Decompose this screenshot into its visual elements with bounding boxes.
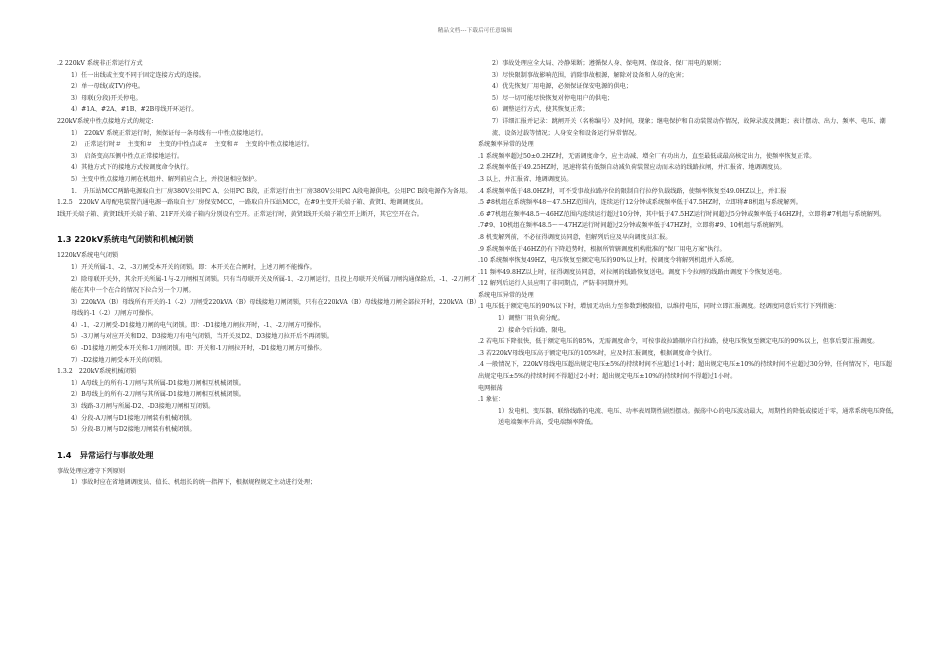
text-line: 2）接命令后拉路、限电。 xyxy=(498,326,570,334)
text-line: 4）-1、-2刀闸受-D1接地刀闸的电气闭锁。即：-D1接地刀闸拉开时，-1、-2刀闸方可操作。 xyxy=(71,321,326,329)
text-line: 2）事故处理应全大局、冷静果断；遵循保人身、保电网、保设备、保厂用电的原则； xyxy=(492,60,725,67)
text-line: .1 系统频率超过50±0.2HZ时，无需调度命令，应主动减、增全厂有功出力，直至最低或最高核定出力，使频率恢复正常。 xyxy=(478,152,816,160)
text-line: 5）主变中性点接地刀闸在机组并、解列前应合上，并投退相应保护。 xyxy=(71,175,261,183)
text-line: .9 系统频率低于46HZ仍有下降趋势时，根据所管辖调度机构批准的"保厂用电方案"执行。 xyxy=(478,245,726,253)
text-line: .1 电压低于额定电压的90%以下时，增加无功出力至参数到极限值，以维持电压，同时立即汇报调度。经调度同意后实行下列措施： xyxy=(478,303,840,311)
text-line: 7）-D2接地刀闸受本开关的闭锁。 xyxy=(71,356,167,364)
text-line: 4）其他方式下的接地方式按调度命令执行。 xyxy=(71,164,193,172)
text-line: .11 频率49.8HZ以上时，征得调度员同意，对拉闸的线路恢复送电。调度下令拉闸的线路由调度下令恢复送电。 xyxy=(478,268,786,276)
text-line: .10 系统频率恢复49HZ，电压恢复至额定电压的90%以上时，按调度令将解列机组并入系统。 xyxy=(478,257,738,265)
text-line: .12 解列后运行人员应明了非同期点，严防非同期并列。 xyxy=(478,280,633,288)
section-heading: 1.3 220kV系统电气闭锁和机械闭锁 xyxy=(57,234,194,245)
text-line: 1.3.2 220kV系统机械闭锁 xyxy=(57,368,137,376)
text-line: 2）B母线上的所有-2刀闸与其所属-D1接地刀闸相互机械闭锁。 xyxy=(71,391,245,399)
text-line: 4）优先恢复厂用电源，必须保证保安电源的供电； xyxy=(492,83,633,91)
text-line: .8 机变解列前，不必征得调度员同意，但解列后应及早向调度员汇报。 xyxy=(478,233,672,241)
page-header: 精品文档---下载后可任意编辑 xyxy=(437,28,513,34)
text-line: 事故处理应遵守下列原则 xyxy=(57,467,126,475)
text-line: 1）事故时应在省地调调度员、值长、机组长的统一指挥下，根据规程规定主动进行处理； xyxy=(71,479,317,487)
text-line: 5）-3刀闸与对应开关和D2、D3接地刀有电气闭锁，当开关及D2、D3接地刀拉开后不再闭锁。 xyxy=(71,333,334,341)
text-line: .4 一般情况下，220kV母线电压超出规定电压±5%的持续时间不应超过1小时；超出规定电压±10%的持续时间不应超过30分钟，任何情况下，电压超出规定电压±5%的持续时间不得超过2小时；超出规定电压±10%的持续时间不得超过1小时。 xyxy=(478,361,892,381)
text-line: 2）除母联开关外，其余开关所属-1与-2刀闸相互闭锁。只有当母联开关及所属-1、-2刀闸运行，且投上母联开关所属刀闸沟通保险后，-1、-2刀闸才能在其中一个在合的情况下拉合另一个刀闸。 xyxy=(71,275,477,295)
text-line: 系统电压异常的处理 xyxy=(478,291,534,299)
spacer xyxy=(57,220,477,226)
text-line: 220kV系统中性点接地方式的规定: xyxy=(57,117,154,125)
text-line: 3）线路-3刀闸与所属-D2、-D3接地刀闸相互闭锁。 xyxy=(71,403,215,411)
right-column xyxy=(478,58,898,429)
text-line: 1）任一出线或主变不同于固定连接方式的连接。 xyxy=(71,71,205,79)
text-line: 系统频率异常的处理 xyxy=(478,141,534,149)
text-line: 3）220kVA（B）母线所有开关的-1（-2）刀闸受220kVA（B）母线接地刀闸闭锁，只有在220kVA（B）母线接地刀闸全部拉开时，220kVA（B）母线的-1（-2）刀闸方可操作。 xyxy=(71,298,477,318)
text-line: .1 象征： xyxy=(478,396,505,404)
text-line: 4）分段-A刀闸与D1接地刀闸装有机械闭锁。 xyxy=(71,414,196,422)
text-line: .3 以上，并汇报省、地调调度员。 xyxy=(478,175,573,183)
text-line: 1） 220kV 系统正常运行时，须保证每一条母线有一中性点接地运行。 xyxy=(71,129,268,137)
text-line: 3）母联(分段)开关停电。 xyxy=(71,94,142,102)
text-line: 1）发电机、变压器、联络线路的电流、电压、功率表周期性剧烈摆动。振荡中心的电压波动最大，周期性的降低或接近于零，通常系统电压降低，送电端频率升高，受电端频率降低。 xyxy=(498,407,898,427)
text-line: 2）单一母线(或TV)停电。 xyxy=(71,83,145,91)
text-line: 4）#1A、#2A、#1B、#2B母线开环运行。 xyxy=(71,106,198,114)
text-line: .2 220kV 系统非正常运行方式 xyxy=(57,60,143,67)
text-line: 3）尽快限制事故影响范围，消除事故根源，解除对设备和人身的危害； xyxy=(492,71,688,79)
text-line: 1）A母线上的所有-1刀闸与其所属-D1接地刀闸相互机械闭锁。 xyxy=(71,379,245,387)
text-line: 6）调整运行方式，使其恢复正常； xyxy=(492,106,589,114)
text-line: 1）开关所属-1、-2、-3刀闸受本开关的闭锁。即：本开关在合闸时，上述刀闸不能操作。 xyxy=(71,263,316,271)
text-line: 3） 启备变高压侧中性点正常接地运行。 xyxy=(71,152,184,160)
text-line: 1）调整厂用负荷分配。 xyxy=(498,315,564,323)
text-line: .5 #8机组在系统频率48～47.5HZ范围内，连续运行12分钟或系统频率低于47.5HZ时，立即将#8机组与系统解列。 xyxy=(478,199,802,207)
text-line: .6 #7机组在频率48.5～46HZ范围内连续运行超过10分钟，其中低于47.5HZ运行时间超过5分钟或频率低于46HZ时，立即将#7机组与系统解列。 xyxy=(478,210,886,218)
text-line: .4 系统频率低于48.0HZ时，可不受事故拉路序位的限制自行拉停负载线路，使频率恢复至49.0HZ以上，并汇报 xyxy=(478,187,787,195)
text-line: 6）-D1接地刀闸受本开关和-1刀闸闭锁。即：开关和-1刀闸拉开时，-D1接地刀闸方可操作。 xyxy=(71,345,326,353)
text-line: 电网振荡 xyxy=(478,384,503,392)
text-line: 7）详细汇报并记录：跳闸开关（名称编号）及时间，现象；继电保护和自动装置动作情况，故障录波及测距；表计摆动、出力、频率、电压、潮流、设备过载等情况；人身安全和设备运行异常情况。 xyxy=(492,117,886,137)
text-line: 1.2.5 220kV A母配电装置汽通电源一路取自主厂房保安MCC，一路取自升压站MCC，在#9主变开关端子箱、黄贤Ⅰ、地调调度员。 xyxy=(57,199,428,207)
text-line: 2） 正常运行时＃ 主变和＃ 主变的中性点或＃ 主变和＃ 主变的中性点接地运行。 xyxy=(71,141,314,149)
text-line: 1. 升压站MCC两路电源取自主厂房380V公用PC A、公用PC B段，正常运行由主厂房380V公用PC A段电源供电，公用PC B段电源作为备用。 xyxy=(71,187,472,195)
text-line: 1220kV系统电气闭锁 xyxy=(57,252,119,260)
text-line: Ⅰ线开关端子箱、黄贤Ⅰ线开关端子箱、21F开关端子箱内分别设有空开。正常运行时，黄贤Ⅰ线开关端子箱空开上断开，其它空开在合。 xyxy=(57,210,423,218)
text-line: .2 若电压下降很快，低于额定电压的85%，无需调度命令，可按事故拉路顺序自行拉路，使电压恢复至额定电压的90%以上，但事后要汇报调度。 xyxy=(478,338,879,346)
text-line: 5）尽一切可能尽快恢复对停电用户的供电； xyxy=(492,94,614,102)
text-line: .2 系统频率低于49.25HZ时，迅速将装有低频自动减负荷装置应动而未动的线路拉闸，并汇报省、地调调度员。 xyxy=(478,164,786,172)
text-line: .7#9、10机组在频率48.5～～47HZ运行时间超过2分钟或频率低于47HZ时，立即将#9、10机组与系统解列。 xyxy=(478,222,788,230)
text-line: .3 若220kV母线电压高于额定电压的105%时，应及时汇报调度，根据调度命令执行。 xyxy=(478,349,716,357)
section-heading: 1.4 异常运行与事故处理 xyxy=(57,449,154,460)
left-column xyxy=(57,58,477,489)
spacer xyxy=(57,436,477,442)
text-line: 5）分段-B刀闸与D2接地刀闸装有机械闭锁。 xyxy=(71,426,196,434)
